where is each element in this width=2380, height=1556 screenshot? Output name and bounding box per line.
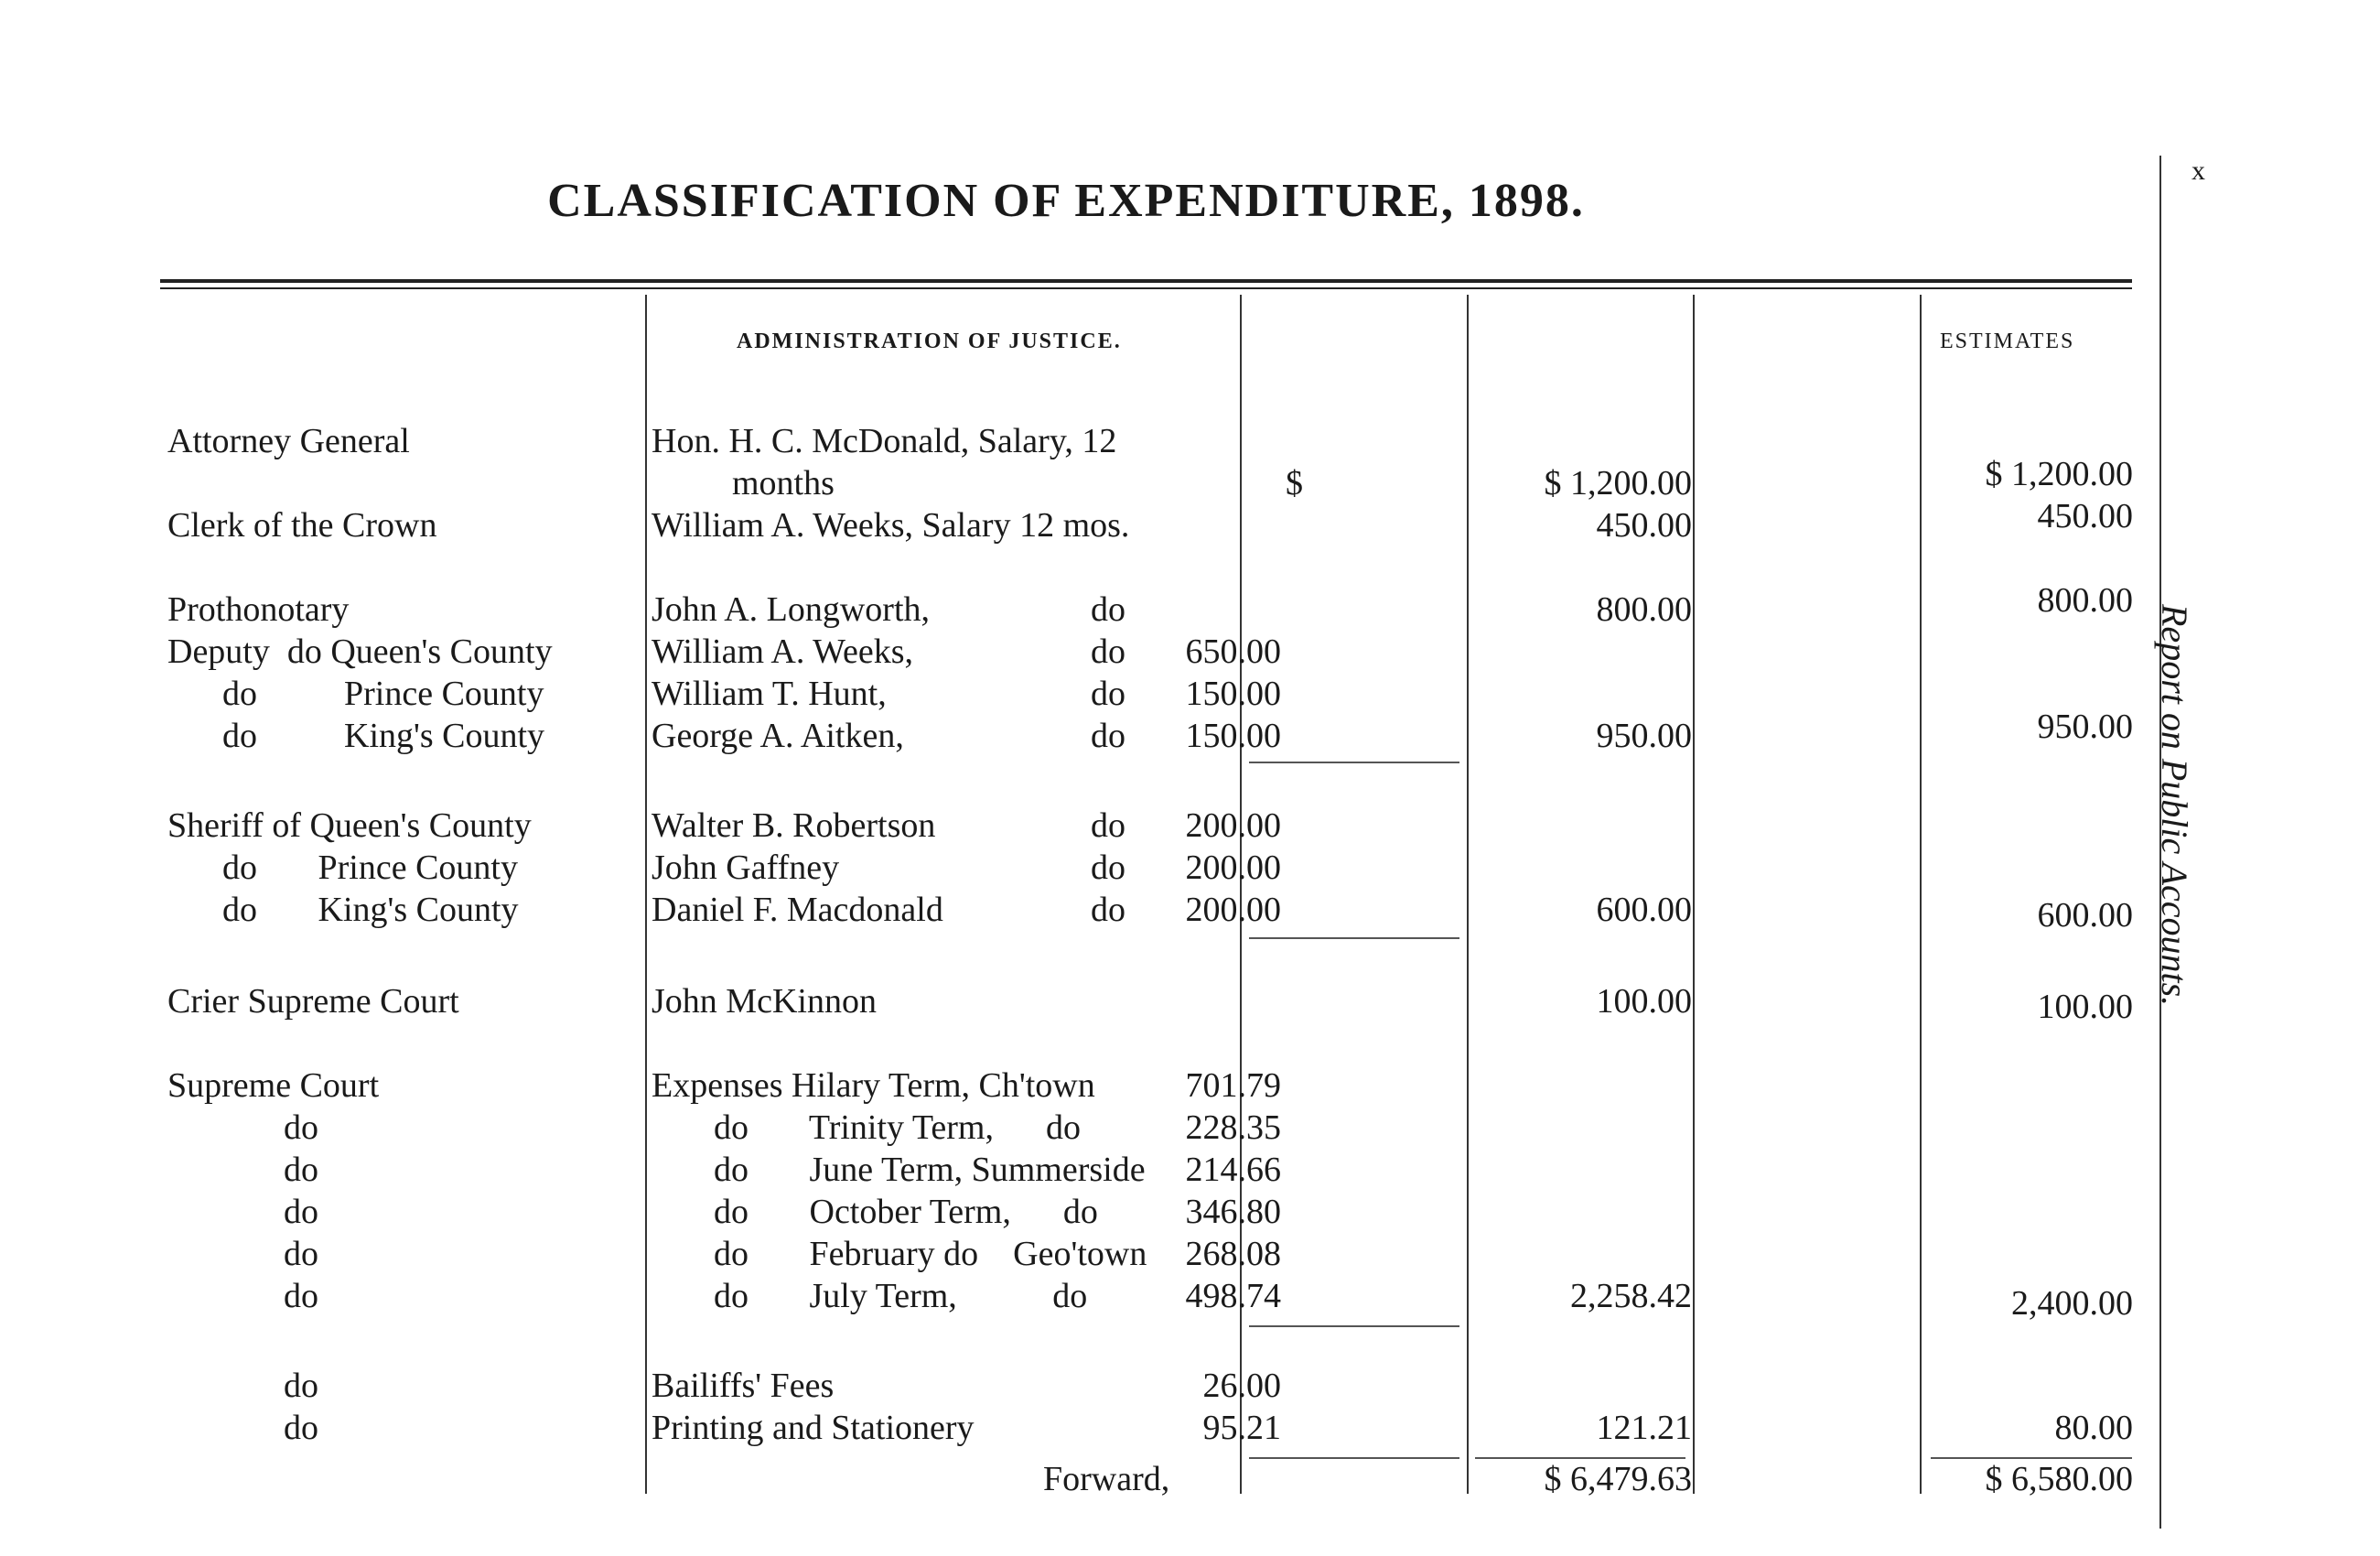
ditto-cell: do <box>1091 891 1125 929</box>
ditto-cell: do <box>1091 632 1125 671</box>
running-head: Report on Public Accounts. <box>2154 604 2195 1007</box>
total-cell: 450.00 <box>1596 506 1692 545</box>
amount-cell: 26.00 <box>1202 1367 1281 1405</box>
estimate-cell: 2,400.00 <box>2011 1284 2133 1323</box>
person-cell: Bailiffs' Fees <box>652 1367 835 1405</box>
total-cell: 800.00 <box>1596 590 1692 629</box>
amount-cell: 200.00 <box>1185 806 1281 845</box>
amount-cell: 498.74 <box>1185 1277 1281 1315</box>
estimate-cell: $ 1,200.00 <box>1985 455 2133 493</box>
amount-cell: 150.00 <box>1185 717 1281 755</box>
total-cell: 100.00 <box>1596 982 1692 1021</box>
office-cell: do Prince County <box>222 848 518 887</box>
office-cell: do <box>284 1108 318 1147</box>
section-header: ADMINISTRATION OF JUSTICE. <box>737 330 1122 353</box>
person-cell: John A. Longworth, <box>652 590 930 629</box>
person-cell: William A. Weeks, <box>652 632 914 671</box>
forward-estimate: $ 6,580.00 <box>1985 1460 2133 1498</box>
person-cell: months <box>732 464 835 502</box>
person-cell: Hon. H. C. McDonald, Salary, 12 <box>652 422 1117 460</box>
total-cell: 2,258.42 <box>1570 1277 1692 1315</box>
amount-cell: 200.00 <box>1185 891 1281 929</box>
total-cell: 950.00 <box>1596 717 1692 755</box>
office-cell: do <box>284 1409 318 1447</box>
amount-cell: $ <box>1286 464 1303 502</box>
subtotal-rule <box>1249 762 1459 763</box>
ditto-cell: do <box>1091 717 1125 755</box>
person-cell: do Trinity Term, do <box>714 1108 1081 1147</box>
title-rule-thin <box>160 287 2132 289</box>
office-cell: Prothonotary <box>167 590 350 629</box>
amount-cell: 650.00 <box>1185 632 1281 671</box>
forward-total: $ 6,479.63 <box>1544 1460 1692 1498</box>
person-cell: Walter B. Robertson <box>652 806 936 845</box>
person-cell: John McKinnon <box>652 982 877 1021</box>
office-cell: do <box>284 1367 318 1405</box>
amount-cell: 228.35 <box>1185 1108 1281 1147</box>
estimate-cell: 950.00 <box>2037 708 2133 746</box>
office-cell: do <box>284 1151 318 1189</box>
amount-cell: 200.00 <box>1185 848 1281 887</box>
forward-label: Forward, <box>1043 1460 1170 1498</box>
person-cell: Printing and Stationery <box>652 1409 975 1447</box>
office-cell: do <box>284 1193 318 1231</box>
office-cell: do <box>284 1277 318 1315</box>
total-cell: 600.00 <box>1596 891 1692 929</box>
amount-cell: 214.66 <box>1185 1151 1281 1189</box>
ditto-cell: do <box>1091 848 1125 887</box>
amount-cell: 268.08 <box>1185 1235 1281 1273</box>
subtotal-rule <box>1249 937 1459 939</box>
office-cell: Supreme Court <box>167 1066 380 1105</box>
estimate-cell: 800.00 <box>2037 581 2133 620</box>
ditto-cell: do <box>1091 806 1125 845</box>
office-cell: do Prince County <box>222 675 544 713</box>
person-cell: John Gaffney <box>652 848 840 887</box>
person-cell: George A. Aitken, <box>652 717 904 755</box>
estimates-header: ESTIMATES <box>1940 330 2075 353</box>
total-cell: $ 1,200.00 <box>1544 464 1692 502</box>
person-cell: do October Term, do <box>714 1193 1098 1231</box>
page-title: CLASSIFICATION OF EXPENDITURE, 1898. <box>547 175 1585 227</box>
office-cell: do King's County <box>222 717 545 755</box>
amount-cell: 346.80 <box>1185 1193 1281 1231</box>
office-cell: Crier Supreme Court <box>167 982 459 1021</box>
title-rule-thick <box>160 279 2132 283</box>
amount-cell: 150.00 <box>1185 675 1281 713</box>
amount-cell: 701.79 <box>1185 1066 1281 1105</box>
person-cell: William A. Weeks, Salary 12 mos. <box>652 506 1130 545</box>
estimate-cell: 600.00 <box>2037 896 2133 935</box>
ditto-cell: do <box>1091 675 1125 713</box>
office-cell: Attorney General <box>167 422 410 460</box>
page-number: x <box>2192 156 2205 186</box>
person-cell: William T. Hunt, <box>652 675 887 713</box>
person-cell: do February do Geo'town <box>714 1235 1147 1273</box>
total-cell: 121.21 <box>1596 1409 1692 1447</box>
ditto-cell: do <box>1091 590 1125 629</box>
office-cell: do King's County <box>222 891 519 929</box>
estimate-cell: 80.00 <box>2054 1409 2133 1447</box>
amount-cell: 95.21 <box>1202 1409 1281 1447</box>
estimate-cell: 450.00 <box>2037 497 2133 535</box>
person-cell: Daniel F. Macdonald <box>652 891 943 929</box>
column-rule <box>1693 295 1695 1494</box>
person-cell: Expenses Hilary Term, Ch'town <box>652 1066 1095 1105</box>
person-cell: do July Term, do <box>714 1277 1088 1315</box>
office-cell: Sheriff of Queen's County <box>167 806 532 845</box>
estimate-cell: 100.00 <box>2037 988 2133 1026</box>
person-cell: do June Term, Summerside <box>714 1151 1146 1189</box>
office-cell: Deputy do Queen's County <box>167 632 553 671</box>
office-cell: do <box>284 1235 318 1273</box>
subtotal-rule <box>1249 1325 1459 1327</box>
office-cell: Clerk of the Crown <box>167 506 437 545</box>
column-rule <box>645 295 647 1494</box>
